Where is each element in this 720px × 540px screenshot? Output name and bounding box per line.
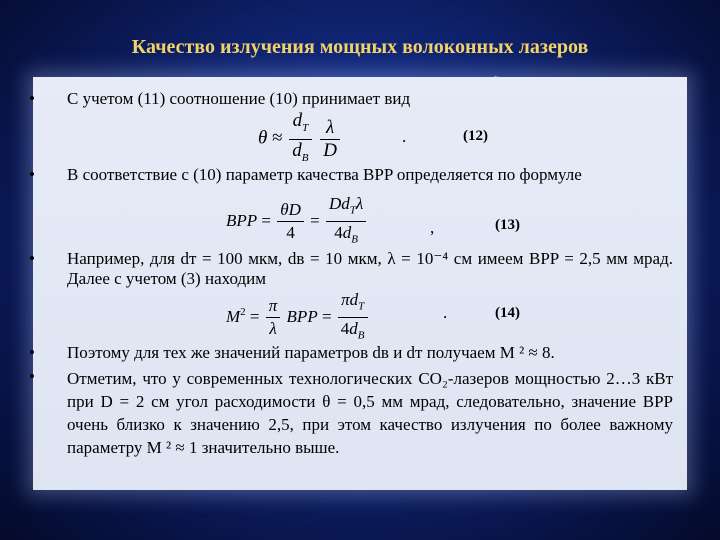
bullet: • (29, 165, 35, 184)
bullet: • (29, 367, 35, 386)
list-item-2 (67, 165, 673, 185)
item-1-text: С учетом (11) соотношение (10) принимает вид (67, 89, 411, 108)
equation-12: θ ≈ $\frac{d_T}{d_B}$ $\frac{\lambda}{D}$ (258, 110, 342, 169)
equation-12-number: (12) (463, 128, 488, 144)
item-4-text: Поэтому для тех же значений параметров dв и dт получаем M ² ≈ 8. (67, 343, 555, 362)
list-item-3 (67, 249, 673, 289)
list-item-5 (67, 367, 673, 459)
item-2-text: В соответствие с (10) параметр качества BPP определяется по формуле (67, 165, 582, 184)
equation-14-number: (14) (495, 305, 520, 321)
bullet: • (29, 89, 35, 108)
slide-title: Качество излучения мощных волоконных лазеров (131, 36, 589, 58)
list-item-4 (67, 343, 673, 363)
list-item-1 (67, 89, 673, 109)
equation-13-number: (13) (495, 217, 520, 233)
bullet: • (29, 249, 35, 268)
equation-13-punct: , (430, 218, 435, 237)
item-5-text: Отметим, что у современных технологических CO₂-лазеров мощностью 2…3 кВт при D = 2 см угол расходимости θ = 0,5 мм мрад, следовательно, значение BPP очень близко к значению 2,5, при этом качество излучения по более важному параметру M ² ≈ 1 значительно выше. (67, 369, 673, 457)
item-3-text: Например, для dт = 100 мкм, dв = 10 мкм, λ = 10⁻⁴ см имеем BPP = 2,5 мм мрад. Далее с учетом (3) находим (67, 249, 673, 288)
bullet: • (29, 343, 35, 362)
content-panel (29, 77, 687, 490)
equation-14: $M^2$ = $\frac{\pi}{\lambda}$ BPP = $\frac{\pi d_T}{4d_B}$ (226, 289, 370, 347)
equation-14-punct: . (443, 303, 448, 322)
equation-12-punct: . (402, 127, 407, 146)
equation-13: BPP = $\frac{\theta D}{4}$ = $\frac{Dd_T\lambda}{4d_B}$ (226, 193, 368, 251)
